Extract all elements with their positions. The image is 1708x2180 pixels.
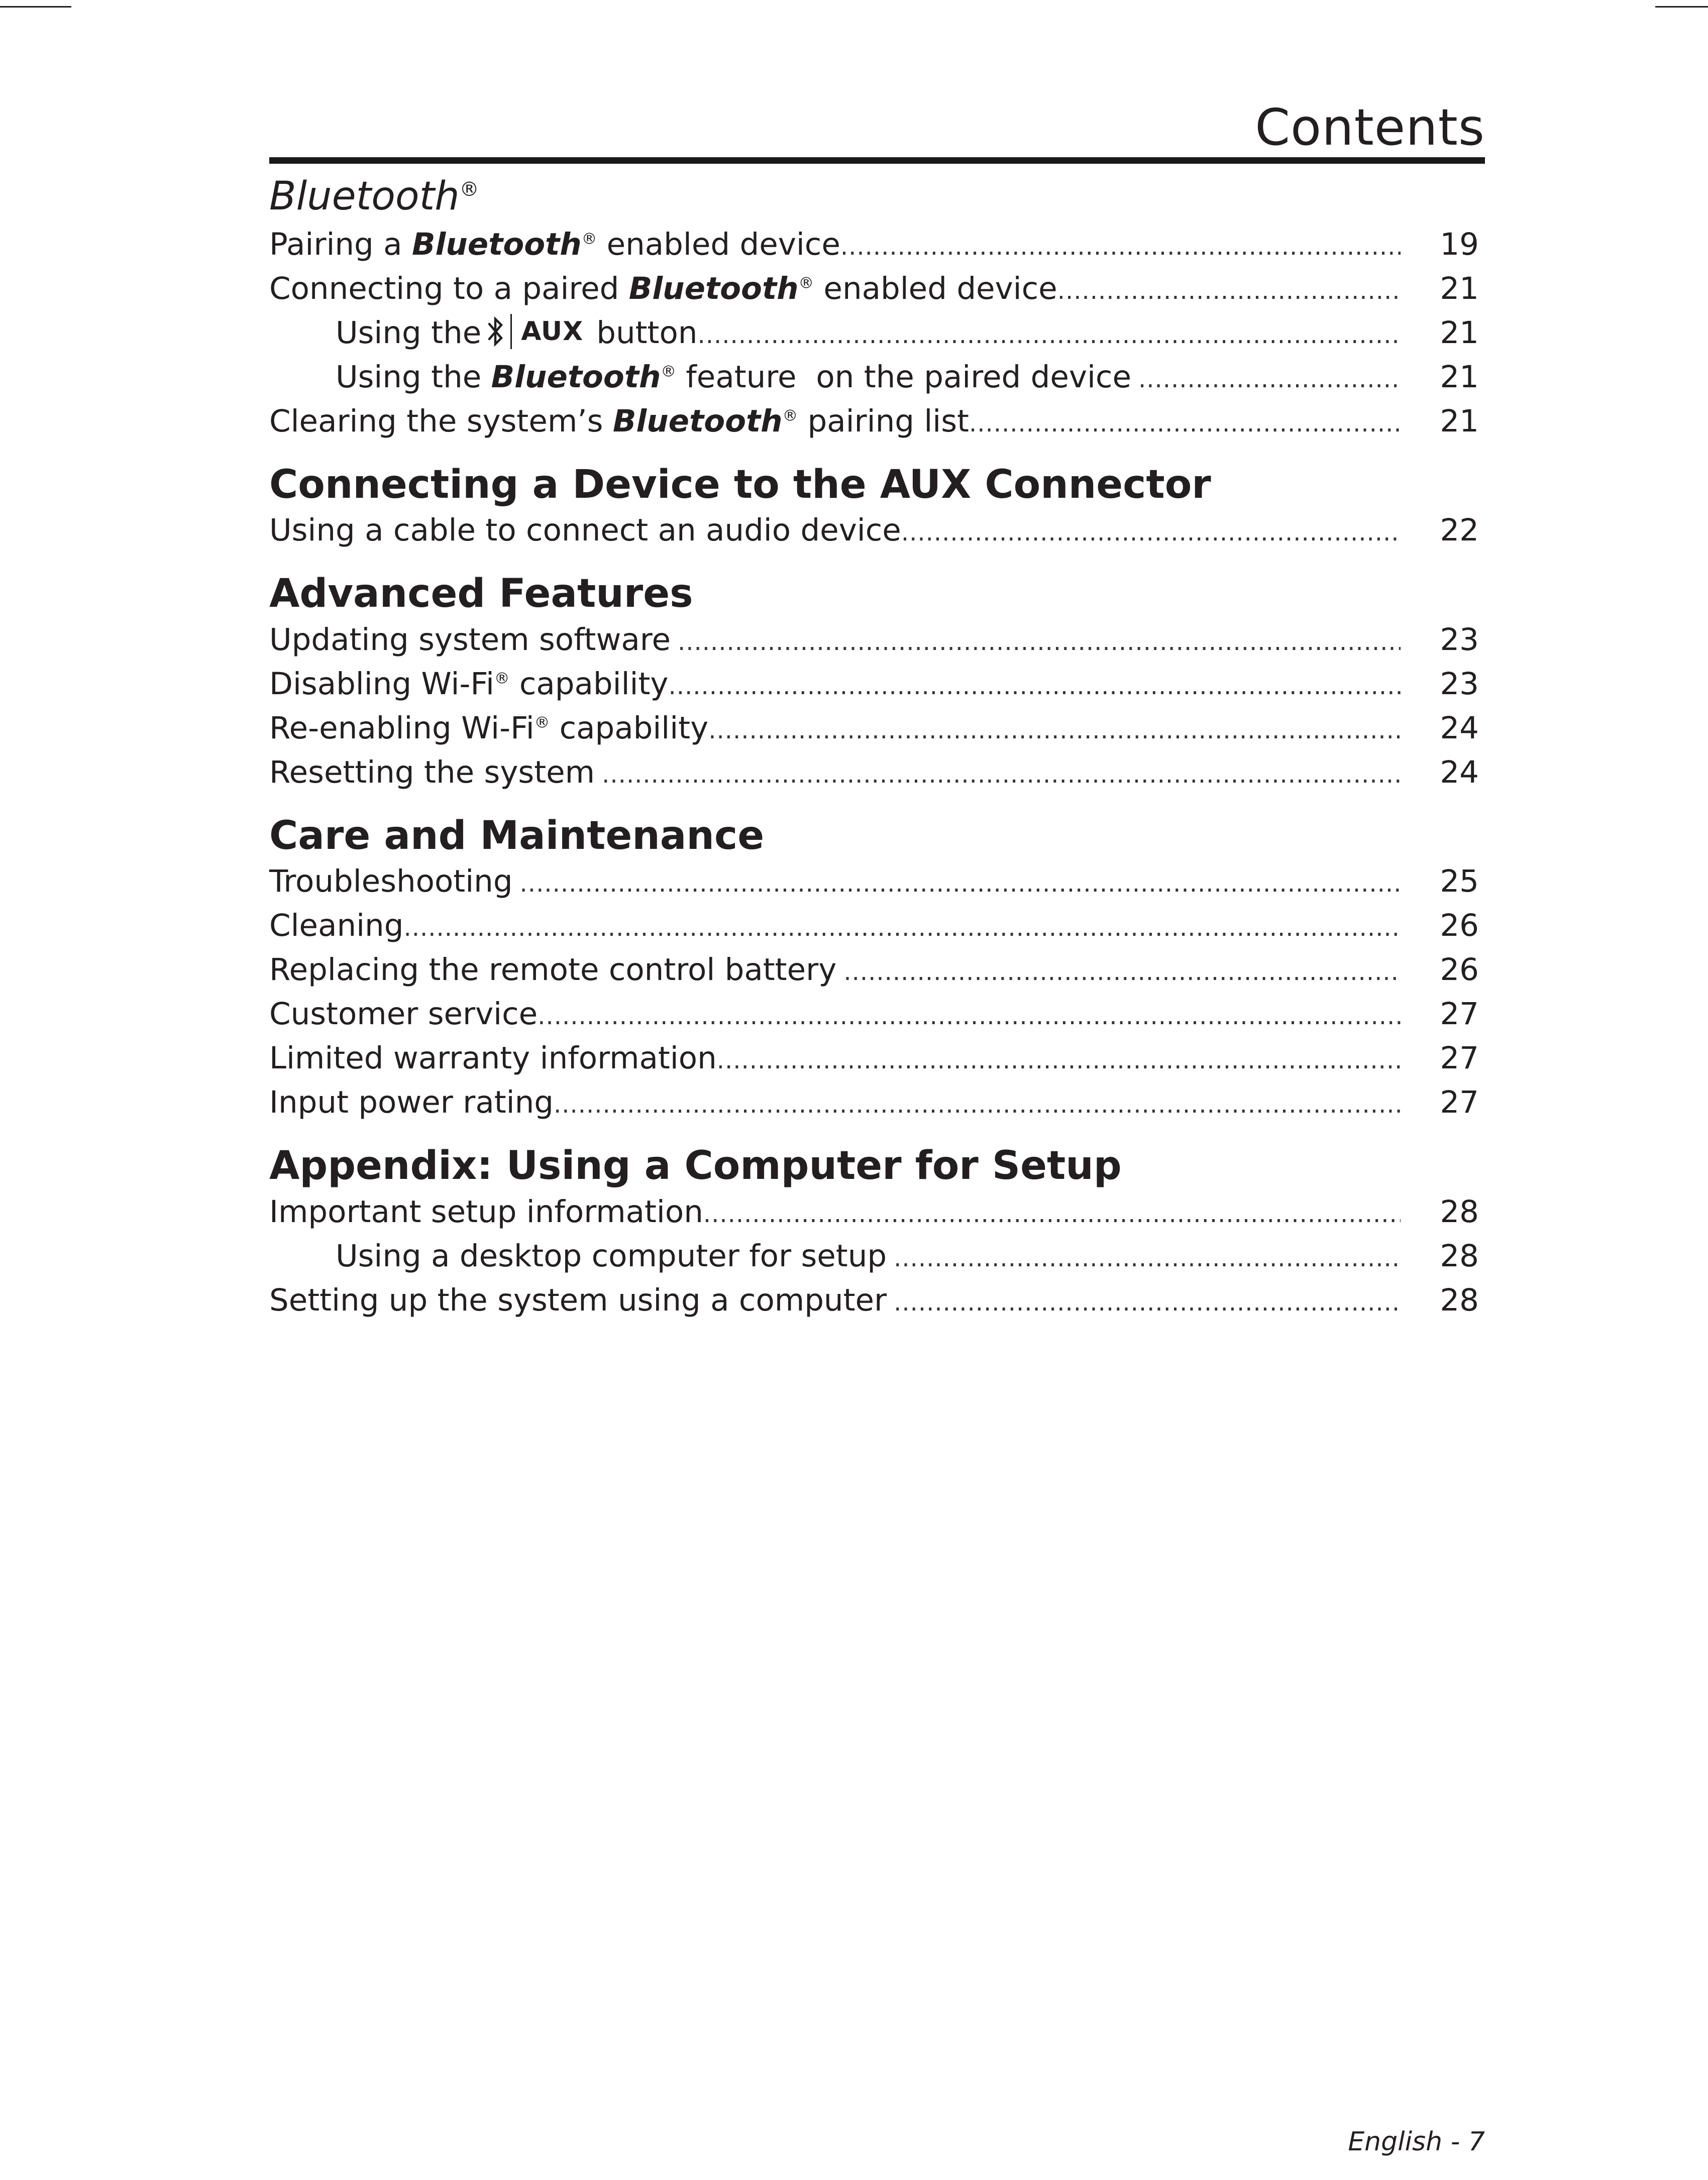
toc-page-number: 25 bbox=[1440, 863, 1479, 900]
toc-section-aux-connector bbox=[269, 462, 1485, 553]
dot-leader bbox=[717, 1038, 1401, 1082]
dot-leader bbox=[669, 664, 1401, 708]
dot-leader bbox=[554, 1082, 1401, 1127]
dot-leader bbox=[703, 1192, 1401, 1236]
toc-entry[interactable] bbox=[269, 508, 1485, 553]
toc-entry-title: Resetting the system bbox=[269, 754, 595, 790]
toc-page-number: 24 bbox=[1440, 710, 1479, 746]
toc-entry-title: Important setup information bbox=[269, 1193, 703, 1230]
toc-section-bluetooth bbox=[269, 173, 1485, 444]
dot-leader bbox=[671, 620, 1401, 664]
dot-leader bbox=[708, 708, 1401, 752]
dot-leader bbox=[513, 861, 1401, 906]
toc-entry[interactable] bbox=[269, 1278, 1485, 1323]
toc-entry-title: Customer service bbox=[269, 996, 538, 1032]
toc-page-number: 28 bbox=[1440, 1238, 1479, 1274]
toc-page-number: 22 bbox=[1440, 512, 1479, 549]
page-footer-label: English - 7 bbox=[1348, 2127, 1485, 2157]
toc-page-number: 27 bbox=[1440, 1040, 1479, 1076]
toc-entry-title: Disabling Wi-Fi® capability bbox=[269, 666, 669, 702]
toc-entry[interactable] bbox=[269, 904, 1485, 948]
toc-entry[interactable] bbox=[269, 399, 1485, 444]
toc-entry[interactable] bbox=[269, 750, 1485, 795]
dot-leader bbox=[403, 906, 1401, 950]
toc-page-number: 21 bbox=[1440, 403, 1479, 439]
dot-leader bbox=[887, 1236, 1401, 1280]
toc-entry-title: Troubleshooting bbox=[269, 863, 513, 900]
toc-entry-title: Pairing a Bluetooth® enabled device bbox=[269, 226, 840, 262]
toc-entry[interactable] bbox=[269, 662, 1485, 706]
toc-entry-title: Input power rating bbox=[269, 1084, 554, 1121]
section-heading: Advanced Features bbox=[269, 571, 693, 617]
toc-page-number: 21 bbox=[1440, 314, 1479, 351]
toc-entry-title: Re-enabling Wi-Fi® capability bbox=[269, 710, 709, 746]
dot-leader bbox=[887, 1280, 1401, 1325]
toc-page-number: 21 bbox=[1440, 270, 1479, 306]
page-title: Contents bbox=[1255, 98, 1485, 157]
dot-leader bbox=[836, 950, 1401, 994]
bluetooth-icon bbox=[487, 315, 504, 348]
toc-page-number: 21 bbox=[1440, 359, 1479, 395]
dot-leader bbox=[538, 994, 1401, 1038]
toc-entry-title: Using the AUX button bbox=[269, 311, 697, 355]
toc-page-number: 23 bbox=[1440, 621, 1479, 658]
toc-section-advanced-features bbox=[269, 571, 1485, 795]
dot-leader bbox=[697, 313, 1401, 357]
toc-page-number: 19 bbox=[1440, 226, 1479, 262]
toc-entry-title: Setting up the system using a computer bbox=[269, 1282, 887, 1318]
toc-entry[interactable] bbox=[269, 355, 1485, 399]
crop-mark-right bbox=[1655, 6, 1708, 8]
toc-entry-title: Limited warranty information bbox=[269, 1040, 717, 1076]
toc-page-number: 23 bbox=[1440, 666, 1479, 702]
toc-entry-title: Clearing the system’s Bluetooth® pairing list bbox=[269, 403, 969, 439]
toc-entry[interactable] bbox=[269, 859, 1485, 904]
dot-leader bbox=[901, 510, 1401, 555]
bluetooth-aux-button-glyph bbox=[487, 314, 583, 349]
dot-leader bbox=[1057, 269, 1401, 313]
section-heading: Bluetooth® bbox=[269, 174, 479, 219]
toc-section-appendix bbox=[269, 1143, 1485, 1323]
table-of-contents bbox=[269, 173, 1485, 1341]
section-heading: Care and Maintenance bbox=[269, 813, 765, 858]
toc-entry-title: Using the Bluetooth® feature on the paired device bbox=[336, 359, 1131, 395]
section-heading: Connecting a Device to the AUX Connector bbox=[269, 462, 1211, 507]
button-separator bbox=[510, 314, 512, 349]
toc-page-number: 26 bbox=[1440, 908, 1479, 944]
toc-entry[interactable] bbox=[269, 1036, 1485, 1080]
toc-entry-title: Using a cable to connect an audio device bbox=[269, 512, 901, 549]
toc-entry[interactable] bbox=[269, 618, 1485, 662]
toc-entry-title: Connecting to a paired Bluetooth® enabled device bbox=[269, 270, 1057, 306]
toc-entry[interactable] bbox=[269, 267, 1485, 311]
toc-entry[interactable] bbox=[269, 706, 1485, 750]
dot-leader bbox=[969, 401, 1401, 446]
toc-page-number: 28 bbox=[1440, 1193, 1479, 1230]
dot-leader bbox=[595, 752, 1401, 797]
toc-entry[interactable] bbox=[269, 311, 1485, 355]
crop-mark-left bbox=[0, 6, 71, 8]
header-rule bbox=[269, 157, 1485, 164]
dot-leader bbox=[840, 225, 1401, 269]
toc-entry[interactable] bbox=[269, 992, 1485, 1036]
toc-entry-title: Replacing the remote control battery bbox=[269, 952, 837, 988]
section-heading: Appendix: Using a Computer for Setup bbox=[269, 1143, 1122, 1189]
toc-page-number: 28 bbox=[1440, 1282, 1479, 1318]
toc-entry-title: Using a desktop computer for setup bbox=[336, 1238, 887, 1274]
aux-label: AUX bbox=[521, 316, 584, 347]
toc-entry-title: Updating system software bbox=[269, 621, 671, 658]
toc-page-number: 27 bbox=[1440, 1084, 1479, 1121]
toc-page-number: 24 bbox=[1440, 754, 1479, 790]
toc-entry[interactable] bbox=[269, 1234, 1485, 1278]
page-header bbox=[269, 80, 1485, 164]
toc-section-care-maintenance bbox=[269, 813, 1485, 1125]
toc-page-number: 27 bbox=[1440, 996, 1479, 1032]
toc-entry[interactable] bbox=[269, 1190, 1485, 1234]
toc-page-number: 26 bbox=[1440, 952, 1479, 988]
dot-leader bbox=[1131, 357, 1401, 401]
toc-entry-title: Cleaning bbox=[269, 908, 404, 944]
toc-entry[interactable] bbox=[269, 223, 1485, 267]
toc-entry[interactable] bbox=[269, 948, 1485, 992]
toc-entry[interactable] bbox=[269, 1080, 1485, 1125]
